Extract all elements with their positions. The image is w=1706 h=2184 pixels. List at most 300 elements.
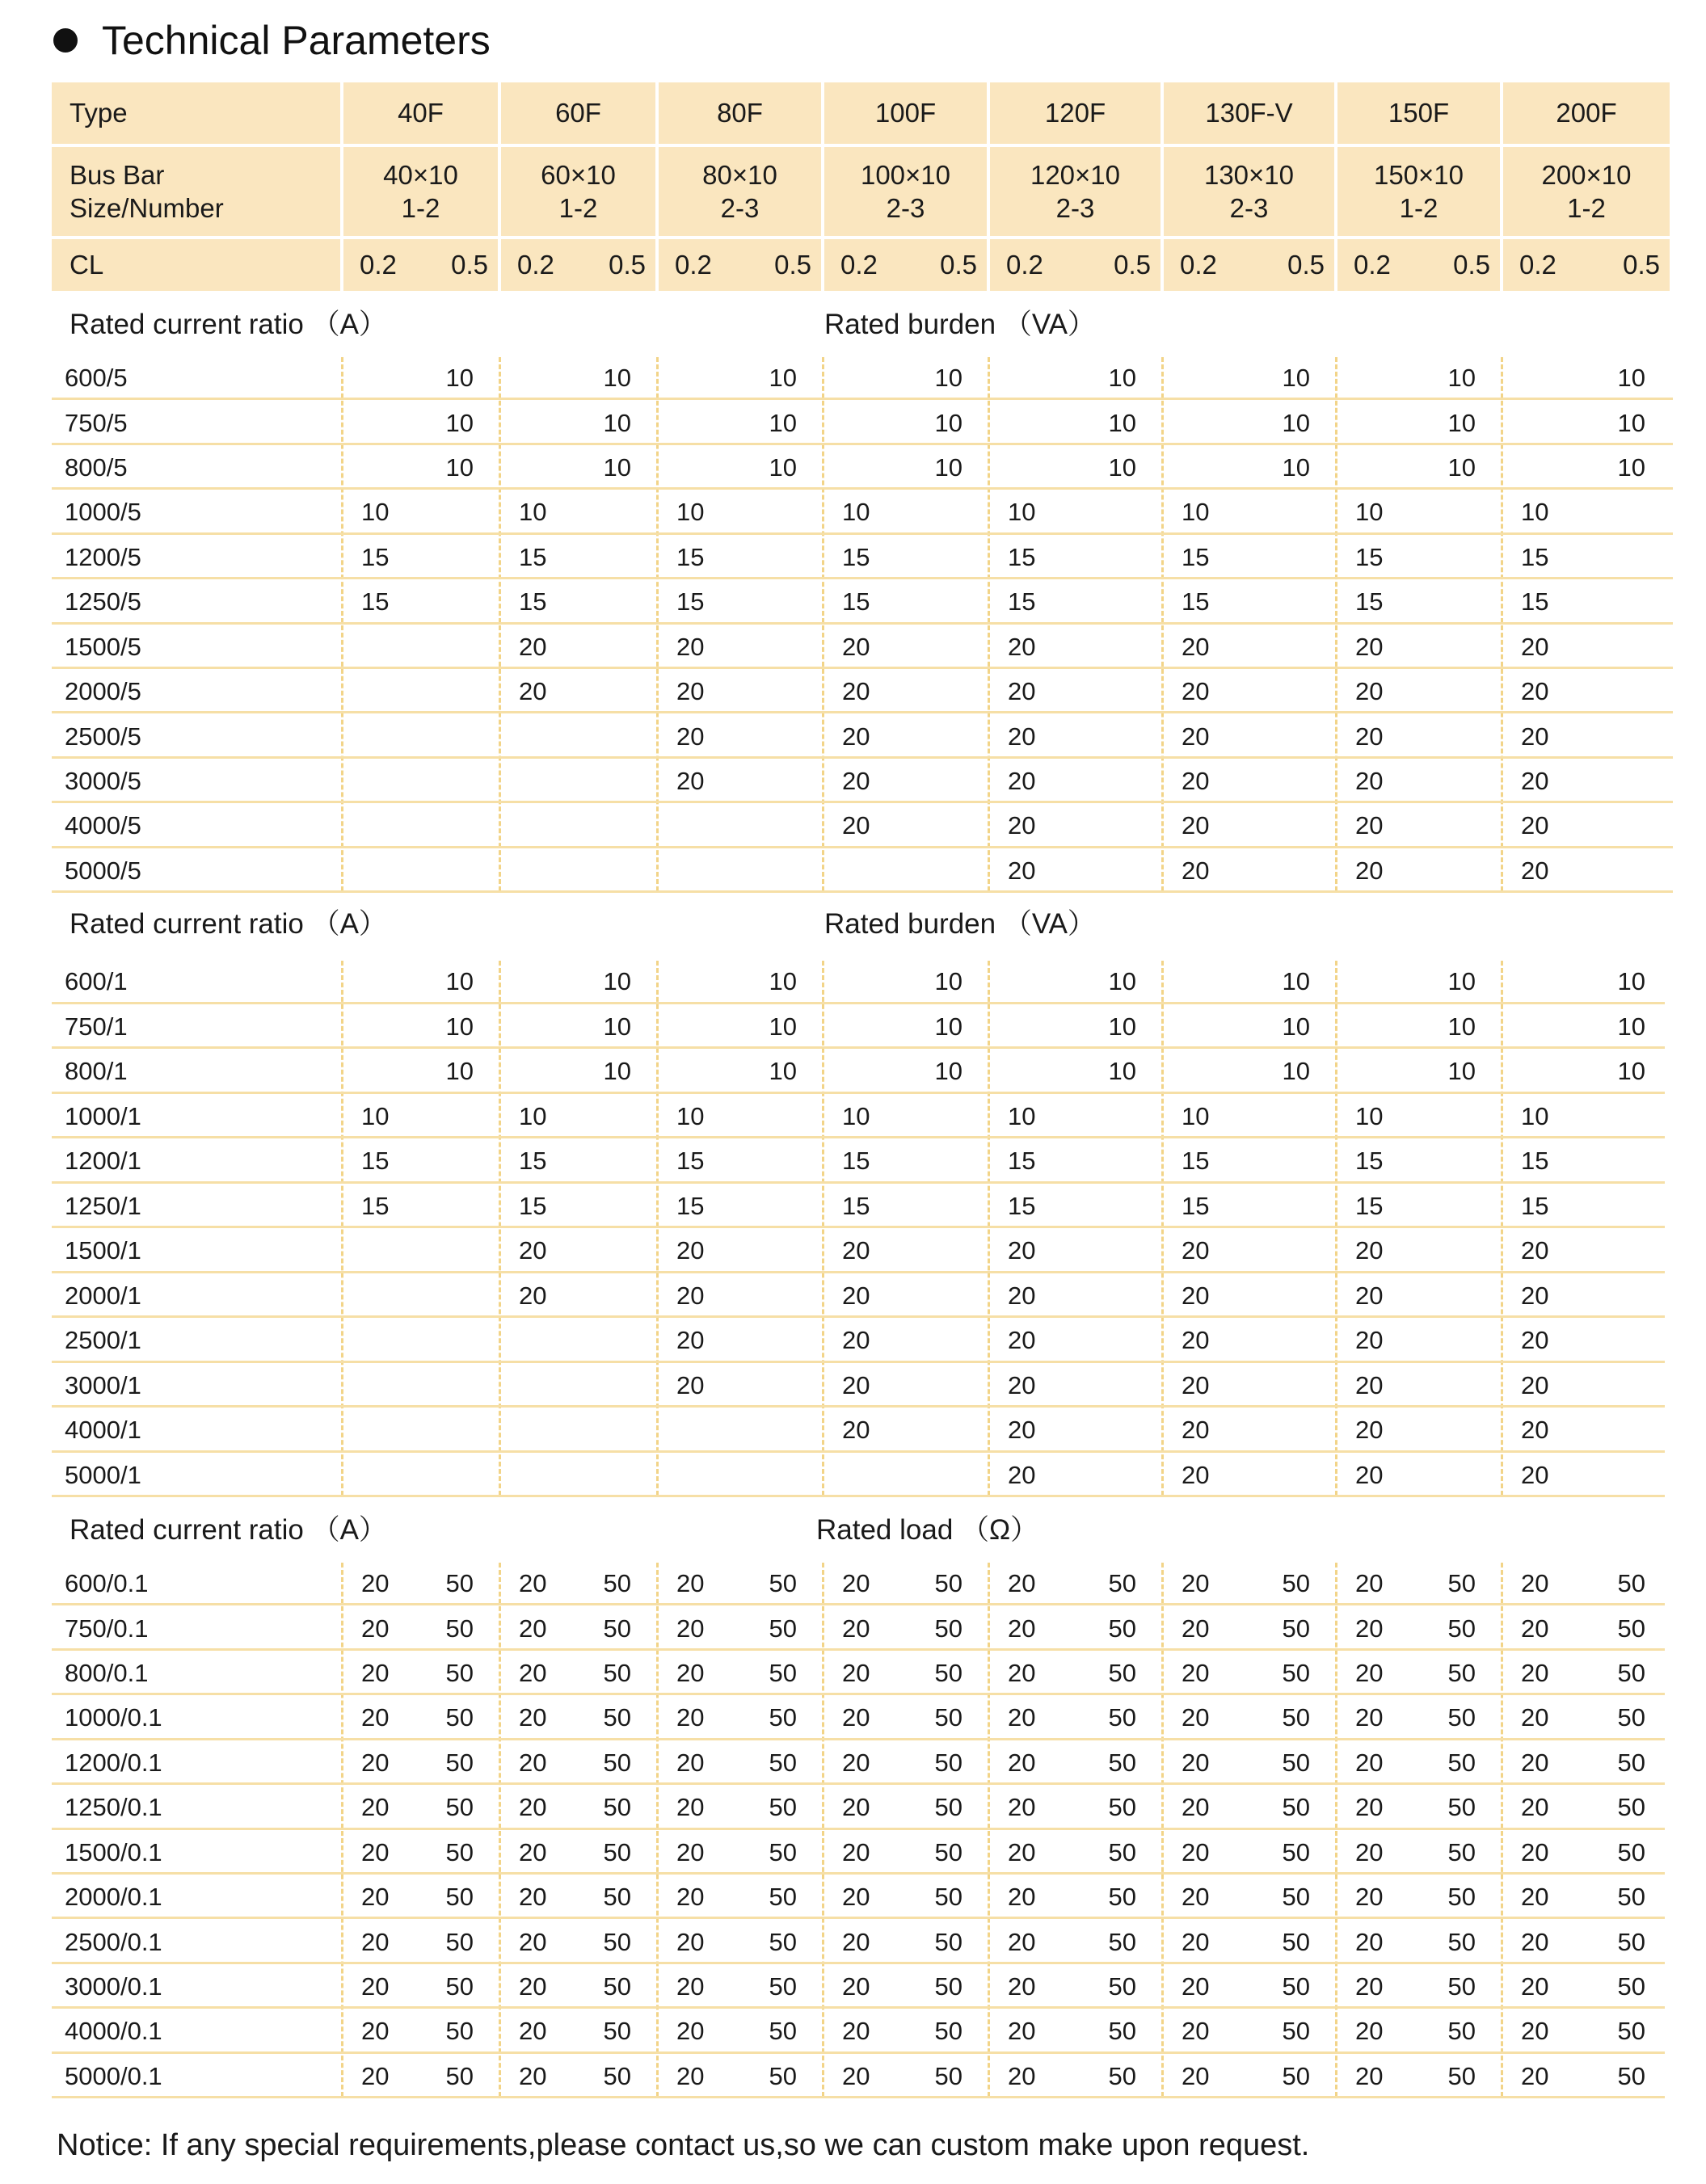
value-cl-0-2: 20 xyxy=(1355,1236,1384,1265)
value-cl-0-2: 20 xyxy=(1008,811,1036,840)
value-cl-0-2: 20 xyxy=(1355,1659,1384,1688)
value-cl-0-5: 10 xyxy=(1617,408,1645,437)
value-cl-0-5: 50 xyxy=(1447,1883,1476,1912)
value-cl-0-2: 20 xyxy=(1182,1460,1210,1489)
value-cl-0-5: 50 xyxy=(445,1703,474,1732)
value-cl-0-2: 20 xyxy=(1355,722,1384,751)
cl-value: 0.2 xyxy=(1180,250,1217,280)
ratio-label: 1200/5 xyxy=(65,542,141,571)
value-cl-0-5: 50 xyxy=(445,1837,474,1866)
value-cl-0-5: 50 xyxy=(769,1614,797,1643)
value-cl-0-2: 20 xyxy=(519,1748,547,1777)
value-cl-0-2: 20 xyxy=(519,1837,547,1866)
ratio-label: 4000/1 xyxy=(65,1416,141,1445)
value-cl-0-2: 20 xyxy=(1008,1416,1036,1445)
value-cl-0-2: 20 xyxy=(1182,1748,1210,1777)
value-cl-0-2: 20 xyxy=(1008,1703,1036,1732)
busbar-size: 40×10 xyxy=(383,159,458,190)
value-cl-0-2: 20 xyxy=(519,677,547,706)
value-cl-0-2: 15 xyxy=(1008,542,1036,571)
cl-value: 0.5 xyxy=(1453,250,1490,280)
column-divider xyxy=(1161,1563,1164,2097)
header-type-100f: 100F xyxy=(824,82,987,144)
value-cl-0-2: 20 xyxy=(842,722,870,751)
section-3-ratio-label: Rated current ratio （A） xyxy=(70,1514,387,1546)
value-cl-0-2: 20 xyxy=(1521,1837,1549,1866)
value-cl-0-2: 15 xyxy=(1521,1147,1549,1176)
value-cl-0-2: 15 xyxy=(1355,587,1384,616)
value-cl-0-5: 50 xyxy=(769,1703,797,1732)
value-cl-0-5: 50 xyxy=(1108,1703,1136,1732)
header-type-150f: 150F xyxy=(1337,82,1500,144)
value-cl-0-5: 10 xyxy=(1447,408,1476,437)
value-cl-0-5: 10 xyxy=(769,967,797,996)
value-cl-0-2: 20 xyxy=(1008,1837,1036,1866)
value-cl-0-2: 20 xyxy=(842,1837,870,1866)
column-divider xyxy=(341,961,343,1496)
value-cl-0-5: 50 xyxy=(769,1659,797,1688)
value-cl-0-2: 20 xyxy=(676,1614,705,1643)
header-busbar-150f xyxy=(1337,147,1500,236)
ratio-label: 1000/0.1 xyxy=(65,1703,162,1732)
header-busbar-40f xyxy=(343,147,498,236)
value-cl-0-2: 20 xyxy=(1008,722,1036,751)
row-divider xyxy=(52,1738,1665,1740)
value-cl-0-2: 10 xyxy=(361,1101,390,1130)
value-cl-0-2: 20 xyxy=(519,2061,547,2090)
value-cl-0-2: 10 xyxy=(1182,1101,1210,1130)
value-cl-0-2: 20 xyxy=(361,1837,390,1866)
column-divider xyxy=(341,1563,343,2097)
busbar-size: 80×10 xyxy=(702,159,777,190)
row-divider xyxy=(52,667,1673,669)
value-cl-0-2: 20 xyxy=(1521,1703,1549,1732)
busbar-number: 1-2 xyxy=(1399,193,1439,223)
value-cl-0-2: 20 xyxy=(1182,1614,1210,1643)
header-busbar-200f xyxy=(1503,147,1670,236)
column-divider xyxy=(1335,1563,1337,2097)
value-cl-0-2: 20 xyxy=(1008,1793,1036,1822)
value-cl-0-2: 20 xyxy=(676,766,705,795)
value-cl-0-5: 50 xyxy=(1617,1748,1645,1777)
value-cl-0-5: 50 xyxy=(1447,1793,1476,1822)
value-cl-0-2: 20 xyxy=(842,1569,870,1598)
value-cl-0-2: 20 xyxy=(1008,1281,1036,1310)
value-cl-0-2: 20 xyxy=(1008,766,1036,795)
value-cl-0-2: 20 xyxy=(842,1927,870,1956)
cl-value: 0.5 xyxy=(1623,250,1660,280)
value-cl-0-2: 20 xyxy=(1182,1326,1210,1355)
value-cl-0-5: 50 xyxy=(445,1614,474,1643)
value-cl-0-5: 50 xyxy=(603,2061,631,2090)
value-cl-0-2: 20 xyxy=(1355,2017,1384,2046)
row-divider xyxy=(52,443,1673,445)
row-divider xyxy=(52,1648,1665,1651)
value-cl-0-2: 20 xyxy=(361,1883,390,1912)
value-cl-0-5: 10 xyxy=(934,1057,963,1086)
value-cl-0-2: 20 xyxy=(519,1236,547,1265)
value-cl-0-2: 20 xyxy=(1008,2061,1036,2090)
value-cl-0-5: 50 xyxy=(603,2017,631,2046)
value-cl-0-5: 50 xyxy=(769,1793,797,1822)
column-divider xyxy=(1335,357,1337,891)
value-cl-0-2: 20 xyxy=(1182,1703,1210,1732)
value-cl-0-2: 15 xyxy=(519,1147,547,1176)
ratio-label: 2500/0.1 xyxy=(65,1927,162,1956)
value-cl-0-5: 10 xyxy=(1617,453,1645,482)
value-cl-0-2: 20 xyxy=(1521,1569,1549,1598)
value-cl-0-2: 20 xyxy=(1182,811,1210,840)
value-cl-0-2: 20 xyxy=(519,1281,547,1310)
row-divider xyxy=(52,1092,1665,1094)
value-cl-0-5: 50 xyxy=(1617,1569,1645,1598)
value-cl-0-2: 15 xyxy=(1008,1191,1036,1220)
value-cl-0-2: 20 xyxy=(519,1927,547,1956)
value-cl-0-2: 20 xyxy=(676,2061,705,2090)
value-cl-0-5: 10 xyxy=(603,408,631,437)
row-divider xyxy=(52,2051,1665,2054)
value-cl-0-2: 20 xyxy=(842,1370,870,1399)
busbar-size: 130×10 xyxy=(1203,159,1295,190)
value-cl-0-2: 10 xyxy=(1008,1101,1036,1130)
value-cl-0-5: 50 xyxy=(934,1748,963,1777)
value-cl-0-5: 50 xyxy=(1108,2017,1136,2046)
ratio-label: 600/1 xyxy=(65,967,128,996)
value-cl-0-5: 50 xyxy=(934,2061,963,2090)
row-divider xyxy=(52,711,1673,713)
value-cl-0-2: 20 xyxy=(1521,1659,1549,1688)
value-cl-0-2: 20 xyxy=(1521,1971,1549,2001)
ratio-label: 2000/5 xyxy=(65,677,141,706)
value-cl-0-2: 20 xyxy=(1182,632,1210,661)
value-cl-0-2: 20 xyxy=(1355,1569,1384,1598)
busbar-number: 2-3 xyxy=(1055,193,1095,223)
value-cl-0-2: 20 xyxy=(842,1883,870,1912)
value-cl-0-5: 10 xyxy=(1617,967,1645,996)
column-divider xyxy=(499,961,501,1496)
ratio-label: 1200/0.1 xyxy=(65,1748,162,1777)
value-cl-0-5: 50 xyxy=(1447,1837,1476,1866)
header-cl-label: CL xyxy=(52,239,340,291)
value-cl-0-2: 20 xyxy=(1355,632,1384,661)
column-divider xyxy=(1161,357,1164,891)
row-divider xyxy=(52,577,1673,579)
value-cl-0-2: 20 xyxy=(676,1236,705,1265)
value-cl-0-5: 50 xyxy=(445,1927,474,1956)
value-cl-0-2: 20 xyxy=(1182,1927,1210,1956)
value-cl-0-5: 50 xyxy=(445,1569,474,1598)
value-cl-0-2: 20 xyxy=(361,1659,390,1688)
header-type-80f: 80F xyxy=(659,82,821,144)
value-cl-0-2: 10 xyxy=(842,1101,870,1130)
value-cl-0-2: 20 xyxy=(1355,856,1384,885)
value-cl-0-2: 20 xyxy=(1008,1460,1036,1489)
value-cl-0-5: 10 xyxy=(1282,408,1310,437)
value-cl-0-2: 20 xyxy=(676,722,705,751)
value-cl-0-2: 20 xyxy=(1355,1326,1384,1355)
header-cl-120f xyxy=(990,239,1161,291)
header-busbar-label-line: Size/Number xyxy=(70,193,224,223)
value-cl-0-2: 20 xyxy=(519,1569,547,1598)
ratio-label: 800/0.1 xyxy=(65,1659,149,1688)
value-cl-0-2: 20 xyxy=(1182,856,1210,885)
column-divider xyxy=(656,1563,659,2097)
value-cl-0-5: 10 xyxy=(445,453,474,482)
value-cl-0-2: 10 xyxy=(1355,498,1384,527)
value-cl-0-5: 50 xyxy=(603,1659,631,1688)
section-3-rating-label: Rated load （Ω） xyxy=(816,1514,1039,1546)
row-divider xyxy=(52,1002,1665,1004)
value-cl-0-5: 50 xyxy=(1617,1971,1645,2001)
value-cl-0-2: 20 xyxy=(1182,1281,1210,1310)
ratio-label: 2000/1 xyxy=(65,1281,141,1310)
value-cl-0-5: 10 xyxy=(1108,967,1136,996)
value-cl-0-5: 10 xyxy=(1108,1012,1136,1041)
header-type-label: Type xyxy=(52,82,340,144)
value-cl-0-2: 20 xyxy=(1008,1883,1036,1912)
value-cl-0-2: 15 xyxy=(361,542,390,571)
value-cl-0-2: 10 xyxy=(519,1101,547,1130)
column-divider xyxy=(1161,961,1164,1496)
ratio-label: 1500/1 xyxy=(65,1236,141,1265)
value-cl-0-2: 20 xyxy=(676,1971,705,2001)
value-cl-0-5: 10 xyxy=(445,1057,474,1086)
value-cl-0-2: 15 xyxy=(1355,1191,1384,1220)
cl-value: 0.5 xyxy=(1114,250,1151,280)
column-divider xyxy=(1501,1563,1503,2097)
row-divider xyxy=(52,1136,1665,1138)
value-cl-0-2: 20 xyxy=(1521,811,1549,840)
value-cl-0-5: 50 xyxy=(1447,1659,1476,1688)
value-cl-0-5: 10 xyxy=(445,364,474,393)
header-busbar-80f xyxy=(659,147,821,236)
value-cl-0-2: 20 xyxy=(361,1569,390,1598)
value-cl-0-2: 20 xyxy=(1521,1748,1549,1777)
value-cl-0-5: 10 xyxy=(603,967,631,996)
header-busbar-100f xyxy=(824,147,987,236)
value-cl-0-2: 20 xyxy=(842,1703,870,1732)
value-cl-0-5: 50 xyxy=(1108,1971,1136,2001)
ratio-label: 1250/0.1 xyxy=(65,1793,162,1822)
value-cl-0-5: 10 xyxy=(1447,1057,1476,1086)
page-title: Technical Parameters xyxy=(102,18,491,63)
value-cl-0-5: 50 xyxy=(1617,1883,1645,1912)
value-cl-0-5: 50 xyxy=(603,1927,631,1956)
ratio-label: 2500/1 xyxy=(65,1326,141,1355)
value-cl-0-2: 20 xyxy=(1521,1927,1549,1956)
value-cl-0-5: 10 xyxy=(934,408,963,437)
header-cl-130f-v xyxy=(1164,239,1334,291)
value-cl-0-5: 10 xyxy=(934,967,963,996)
busbar-number: 2-3 xyxy=(886,193,925,223)
value-cl-0-2: 20 xyxy=(1355,1281,1384,1310)
value-cl-0-5: 50 xyxy=(603,1614,631,1643)
row-divider xyxy=(52,1962,1665,1964)
value-cl-0-5: 50 xyxy=(1282,1703,1310,1732)
row-divider xyxy=(52,487,1673,490)
value-cl-0-2: 10 xyxy=(1521,1101,1549,1130)
value-cl-0-5: 50 xyxy=(1617,1703,1645,1732)
value-cl-0-5: 50 xyxy=(603,1883,631,1912)
value-cl-0-5: 10 xyxy=(769,453,797,482)
value-cl-0-2: 20 xyxy=(1355,1793,1384,1822)
value-cl-0-2: 15 xyxy=(1182,542,1210,571)
value-cl-0-5: 10 xyxy=(1447,1012,1476,1041)
row-divider xyxy=(52,1828,1665,1830)
value-cl-0-2: 20 xyxy=(1355,1614,1384,1643)
value-cl-0-2: 20 xyxy=(1008,1326,1036,1355)
busbar-number: 2-3 xyxy=(720,193,760,223)
value-cl-0-2: 15 xyxy=(1521,542,1549,571)
row-divider xyxy=(52,1693,1665,1695)
value-cl-0-2: 20 xyxy=(1521,856,1549,885)
value-cl-0-2: 20 xyxy=(1008,1569,1036,1598)
value-cl-0-2: 15 xyxy=(842,1191,870,1220)
column-divider xyxy=(1501,357,1503,891)
value-cl-0-2: 20 xyxy=(1182,1883,1210,1912)
value-cl-0-2: 20 xyxy=(842,1281,870,1310)
value-cl-0-5: 50 xyxy=(934,1883,963,1912)
value-cl-0-5: 10 xyxy=(1108,408,1136,437)
busbar-size: 150×10 xyxy=(1373,159,1464,190)
value-cl-0-2: 20 xyxy=(1355,1748,1384,1777)
value-cl-0-5: 50 xyxy=(1282,2061,1310,2090)
value-cl-0-5: 50 xyxy=(769,1569,797,1598)
ratio-label: 1250/1 xyxy=(65,1191,141,1220)
value-cl-0-2: 20 xyxy=(1182,1793,1210,1822)
cl-value: 0.2 xyxy=(360,250,397,280)
column-divider xyxy=(988,357,990,891)
value-cl-0-5: 50 xyxy=(1447,2017,1476,2046)
section-2-ratio-label: Rated current ratio （A） xyxy=(70,908,387,940)
value-cl-0-5: 10 xyxy=(934,364,963,393)
value-cl-0-5: 50 xyxy=(769,1748,797,1777)
value-cl-0-5: 50 xyxy=(769,1971,797,2001)
value-cl-0-2: 20 xyxy=(842,632,870,661)
cl-value: 0.2 xyxy=(1006,250,1043,280)
value-cl-0-2: 20 xyxy=(676,1370,705,1399)
value-cl-0-2: 15 xyxy=(842,542,870,571)
value-cl-0-5: 10 xyxy=(1108,364,1136,393)
value-cl-0-5: 10 xyxy=(1282,1057,1310,1086)
value-cl-0-2: 15 xyxy=(1521,1191,1549,1220)
value-cl-0-2: 20 xyxy=(842,2017,870,2046)
value-cl-0-5: 50 xyxy=(445,1659,474,1688)
header-cl-150f xyxy=(1337,239,1500,291)
row-divider xyxy=(52,1495,1665,1497)
cl-value: 0.5 xyxy=(774,250,811,280)
value-cl-0-2: 15 xyxy=(676,587,705,616)
row-divider xyxy=(52,2096,1665,2098)
value-cl-0-2: 20 xyxy=(1521,1416,1549,1445)
header-cl-80f xyxy=(659,239,821,291)
value-cl-0-5: 10 xyxy=(1282,1012,1310,1041)
value-cl-0-2: 20 xyxy=(1355,1416,1384,1445)
value-cl-0-2: 20 xyxy=(1355,1837,1384,1866)
row-divider xyxy=(52,398,1673,400)
value-cl-0-5: 50 xyxy=(1282,1883,1310,1912)
row-divider xyxy=(52,1917,1665,1919)
ratio-label: 800/1 xyxy=(65,1057,128,1086)
value-cl-0-2: 20 xyxy=(842,766,870,795)
value-cl-0-2: 15 xyxy=(361,1191,390,1220)
value-cl-0-5: 10 xyxy=(1447,967,1476,996)
value-cl-0-5: 50 xyxy=(1282,1748,1310,1777)
value-cl-0-2: 20 xyxy=(676,1281,705,1310)
value-cl-0-5: 50 xyxy=(769,2061,797,2090)
value-cl-0-2: 20 xyxy=(676,1927,705,1956)
value-cl-0-2: 10 xyxy=(676,498,705,527)
value-cl-0-5: 50 xyxy=(1617,1837,1645,1866)
column-divider xyxy=(1335,961,1337,1496)
value-cl-0-2: 20 xyxy=(519,1793,547,1822)
value-cl-0-2: 20 xyxy=(1355,1971,1384,2001)
value-cl-0-2: 20 xyxy=(842,1971,870,2001)
ratio-label: 2000/0.1 xyxy=(65,1883,162,1912)
value-cl-0-2: 20 xyxy=(676,1748,705,1777)
value-cl-0-2: 20 xyxy=(1182,2017,1210,2046)
value-cl-0-5: 10 xyxy=(769,1057,797,1086)
value-cl-0-2: 20 xyxy=(1355,2061,1384,2090)
value-cl-0-2: 20 xyxy=(1355,766,1384,795)
value-cl-0-2: 20 xyxy=(1355,1927,1384,1956)
column-divider xyxy=(988,1563,990,2097)
ratio-label: 1500/0.1 xyxy=(65,1837,162,1866)
ratio-label: 750/0.1 xyxy=(65,1614,149,1643)
value-cl-0-5: 50 xyxy=(603,1837,631,1866)
busbar-number: 2-3 xyxy=(1229,193,1269,223)
row-divider xyxy=(52,1361,1665,1363)
cl-value: 0.5 xyxy=(451,250,488,280)
ratio-label: 5000/5 xyxy=(65,856,141,885)
header-cl-60f xyxy=(501,239,655,291)
value-cl-0-2: 20 xyxy=(1355,1883,1384,1912)
value-cl-0-5: 50 xyxy=(603,1748,631,1777)
header-cl-100f xyxy=(824,239,987,291)
bullet-icon xyxy=(53,28,78,53)
cl-value: 0.2 xyxy=(1354,250,1391,280)
value-cl-0-2: 20 xyxy=(519,632,547,661)
value-cl-0-2: 20 xyxy=(1182,766,1210,795)
value-cl-0-5: 50 xyxy=(1617,2061,1645,2090)
value-cl-0-2: 15 xyxy=(519,1191,547,1220)
value-cl-0-5: 50 xyxy=(445,2017,474,2046)
header-type-200f: 200F xyxy=(1503,82,1670,144)
value-cl-0-5: 10 xyxy=(445,408,474,437)
busbar-size: 100×10 xyxy=(860,159,951,190)
header-type-130f-v: 130F-V xyxy=(1164,82,1334,144)
title-row xyxy=(53,15,491,66)
value-cl-0-2: 20 xyxy=(676,1883,705,1912)
value-cl-0-2: 20 xyxy=(1008,1971,1036,2001)
value-cl-0-2: 15 xyxy=(842,1147,870,1176)
cl-value: 0.2 xyxy=(1519,250,1556,280)
value-cl-0-5: 50 xyxy=(603,1793,631,1822)
ratio-label: 4000/5 xyxy=(65,811,141,840)
ratio-label: 750/1 xyxy=(65,1012,128,1041)
value-cl-0-5: 10 xyxy=(1282,453,1310,482)
value-cl-0-2: 20 xyxy=(361,2017,390,2046)
value-cl-0-2: 20 xyxy=(1521,677,1549,706)
value-cl-0-5: 50 xyxy=(445,1793,474,1822)
value-cl-0-2: 20 xyxy=(842,1659,870,1688)
value-cl-0-2: 20 xyxy=(519,1703,547,1732)
value-cl-0-2: 10 xyxy=(842,498,870,527)
value-cl-0-5: 50 xyxy=(1282,1927,1310,1956)
value-cl-0-5: 50 xyxy=(934,1927,963,1956)
row-divider xyxy=(52,532,1673,535)
busbar-size: 120×10 xyxy=(1030,159,1121,190)
